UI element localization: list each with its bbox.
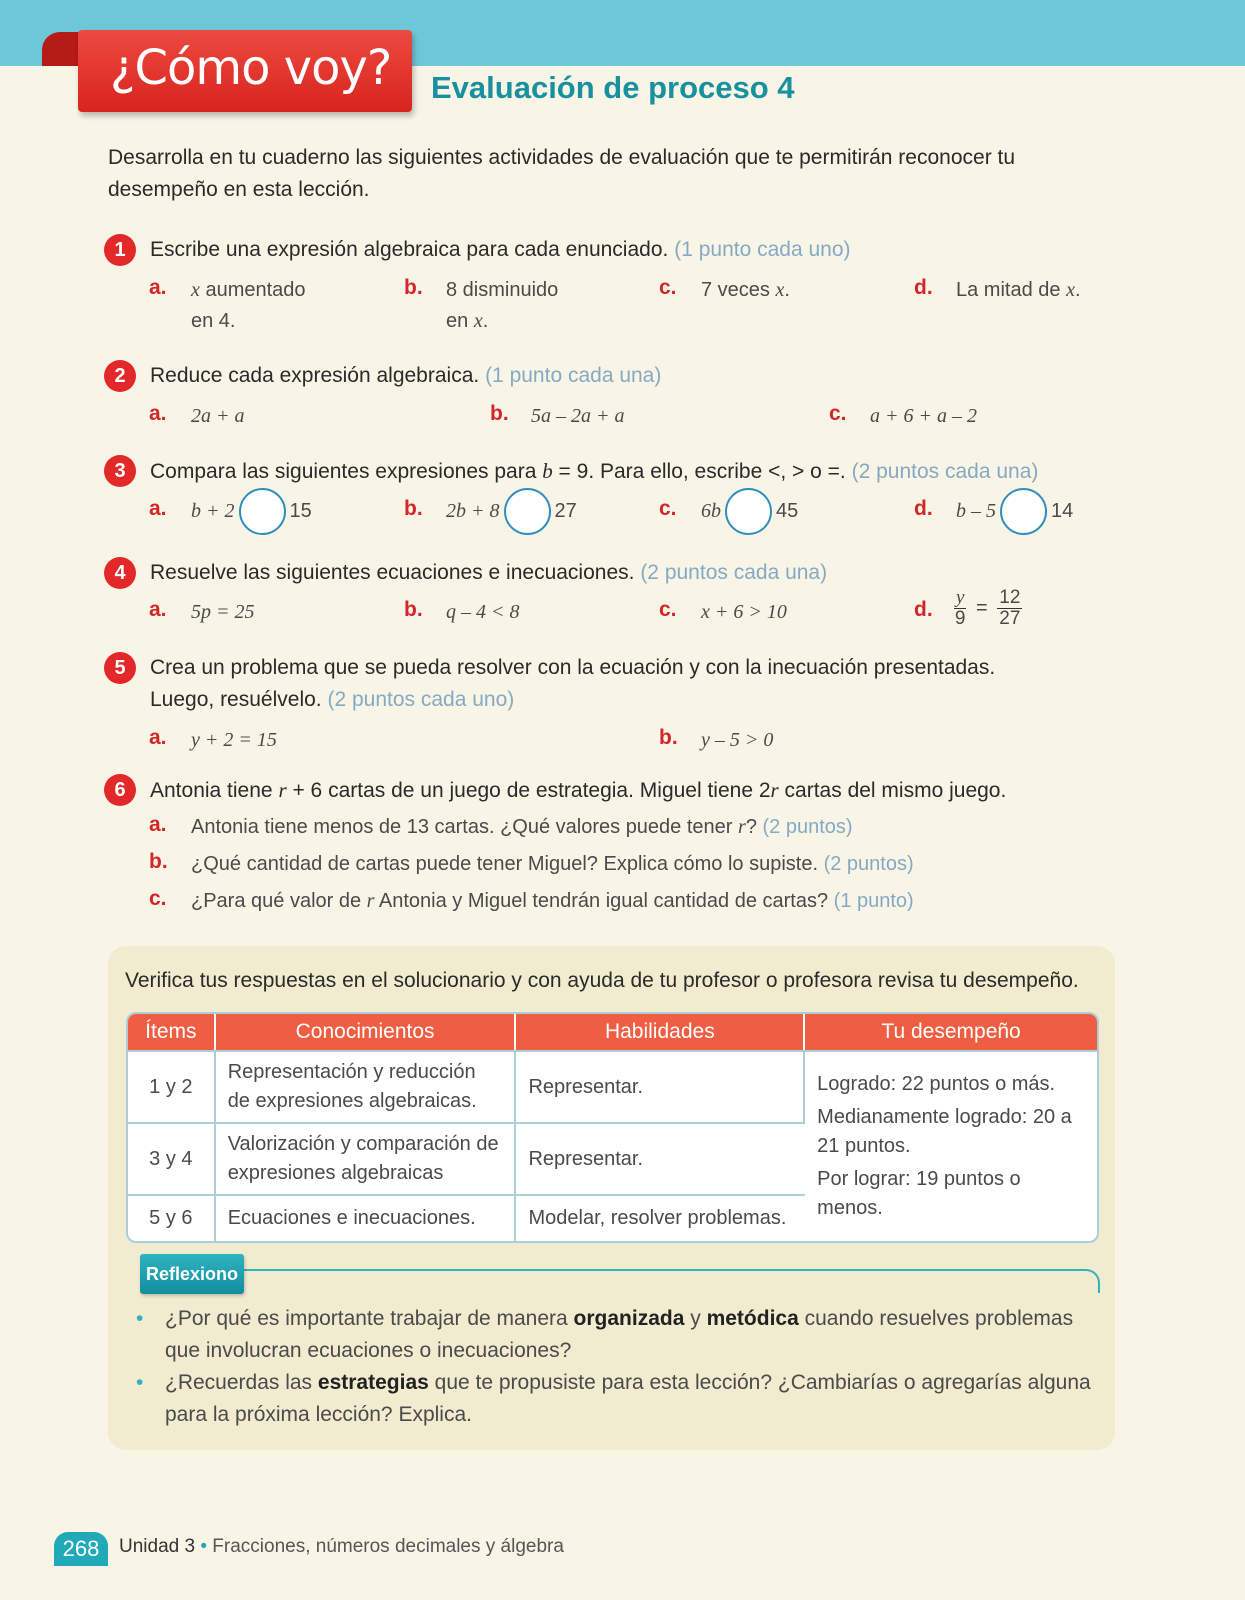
banner-title: ¿Cómo voy? xyxy=(110,40,392,96)
question-text: Compara las siguientes expresiones para b = 9. Para ello, escribe <, > o =. (2 puntos cada una) xyxy=(150,459,1039,483)
fraction: $\frac{12}{27}$ xyxy=(999,587,1021,629)
fraction: $\frac{y}{9}$ xyxy=(954,587,966,629)
item-label: a. xyxy=(149,726,167,749)
item-label: a. xyxy=(149,497,167,520)
footer-text: Unidad 3 • Fracciones, números decimales y álgebra xyxy=(119,1536,564,1557)
item-1c: 7 veces x. xyxy=(701,279,790,301)
item-label: c. xyxy=(659,497,677,520)
item-4a: 5p = 25 xyxy=(191,601,255,623)
question-2 xyxy=(104,360,661,392)
item-3c: 6b 45 xyxy=(701,488,798,535)
cell-knowledge: Ecuaciones e inecuaciones. xyxy=(216,1194,517,1241)
performance-table xyxy=(126,1012,1099,1243)
answer-circle[interactable] xyxy=(725,488,772,535)
item-label: a. xyxy=(149,402,167,425)
item-1a: x aumentado en 4. xyxy=(191,279,306,332)
item-label: d. xyxy=(914,598,933,621)
item-6c: ¿Para qué valor de r Antonia y Miguel tendrán igual cantidad de cartas? (1 punto) xyxy=(191,890,914,912)
cell-skill: Representar. xyxy=(516,1122,805,1194)
item-4b: q – 4 < 8 xyxy=(446,601,520,623)
question-number: 3 xyxy=(104,455,136,487)
points: (1 punto cada uno) xyxy=(674,238,851,261)
item-1b: 8 disminuido en x. xyxy=(446,279,559,332)
list-item: • ¿Recuerdas las estrategias que te propusiste para esta lección? ¿Cambiarías o agregarías alguna para la próxima lección? Explica. xyxy=(136,1367,1096,1431)
question-text: Resuelve las siguientes ecuaciones e inecuaciones. (2 puntos cada una) xyxy=(150,561,828,584)
page-number: 268 xyxy=(54,1532,108,1566)
item-3d: b – 5 14 xyxy=(956,488,1073,535)
cell-knowledge: Representación y reducción de expresiones algebraicas. xyxy=(216,1050,517,1122)
item-label: c. xyxy=(659,598,677,621)
reflection-divider xyxy=(244,1269,1100,1293)
answer-circle[interactable] xyxy=(239,488,286,535)
question-number: 1 xyxy=(104,234,136,266)
answer-circle[interactable] xyxy=(504,488,551,535)
item-5b: y – 5 > 0 xyxy=(701,729,774,751)
cell-items: 1 y 2 xyxy=(128,1050,216,1122)
item-5a: y + 2 = 15 xyxy=(191,729,277,751)
cell-items: 5 y 6 xyxy=(128,1194,216,1241)
reflection-tab: Reflexiono xyxy=(140,1254,244,1294)
item-label: a. xyxy=(149,276,167,299)
question-text: Antonia tiene r + 6 cartas de un juego de estrategia. Miguel tiene 2r cartas del mismo juego. xyxy=(150,778,1007,802)
item-label: a. xyxy=(149,813,167,836)
header-skills: Habilidades xyxy=(516,1014,805,1050)
item-label: b. xyxy=(404,276,423,299)
item-6a: Antonia tiene menos de 13 cartas. ¿Qué valores puede tener r? (2 puntos) xyxy=(191,816,853,838)
item-label: d. xyxy=(914,497,933,520)
cell-performance: Logrado: 22 puntos o más. Medianamente logrado: 20 a 21 puntos. Por lograr: 19 puntos o menos. xyxy=(805,1050,1097,1241)
answer-circle[interactable] xyxy=(1000,488,1047,535)
item-2c: a + 6 + a – 2 xyxy=(870,405,977,427)
points: (2 puntos cada uno) xyxy=(327,688,515,711)
item-2a: 2a + a xyxy=(191,405,245,427)
question-4 xyxy=(104,557,827,589)
question-5 xyxy=(104,652,995,716)
item-4d: $\frac{y}{9}$ = $\frac{12}{27}$ xyxy=(954,587,1021,629)
verification-text: Verifica tus respuestas en el solucionario y con ayuda de tu profesor o profesora revisa tu desempeño. xyxy=(125,969,1079,992)
cell-knowledge: Valorización y comparación de expresiones algebraicas xyxy=(216,1122,517,1194)
question-number: 5 xyxy=(104,652,136,684)
item-label: b. xyxy=(149,850,168,873)
table-row xyxy=(128,1050,1097,1122)
question-text: Crea un problema que se pueda resolver con la ecuación y con la inecuación presentadas. Luego, resuélvelo. (2 puntos cada uno) xyxy=(150,656,996,711)
header-knowledge: Conocimientos xyxy=(216,1014,517,1050)
question-1 xyxy=(104,234,851,266)
banner-fold xyxy=(42,32,80,66)
item-2b: 5a – 2a + a xyxy=(531,405,625,427)
points: (2 puntos cada una) xyxy=(851,460,1039,483)
item-1d: La mitad de x. xyxy=(956,279,1081,301)
reflection-list xyxy=(136,1303,1096,1431)
item-label: c. xyxy=(149,887,167,910)
item-label: b. xyxy=(490,402,509,425)
intro-text: Desarrolla en tu cuaderno las siguientes actividades de evaluación que te permitirán reconocer tu desempeño en esta lección. xyxy=(108,146,1016,201)
header-items: Ítems xyxy=(128,1014,216,1050)
list-item: • ¿Por qué es importante trabajar de manera organizada y metódica cuando resuelves problemas que involucran ecuaciones o inecuaciones? xyxy=(136,1303,1096,1367)
page-subtitle: Evaluación de proceso 4 xyxy=(431,70,795,105)
item-label: d. xyxy=(914,276,933,299)
question-6 xyxy=(104,774,1006,807)
question-text: Escribe una expresión algebraica para cada enunciado. (1 punto cada uno) xyxy=(150,238,851,261)
question-number: 4 xyxy=(104,557,136,589)
item-3b: 2b + 8 27 xyxy=(446,488,577,535)
item-6b: ¿Qué cantidad de cartas puede tener Miguel? Explica cómo lo supiste. (2 puntos) xyxy=(191,853,914,875)
points: (2 puntos cada una) xyxy=(640,561,828,584)
question-number: 6 xyxy=(104,774,136,806)
item-label: b. xyxy=(659,726,678,749)
item-label: c. xyxy=(829,402,847,425)
item-3a: b + 2 15 xyxy=(191,488,312,535)
cell-skill: Representar. xyxy=(516,1050,805,1122)
item-label: c. xyxy=(659,276,677,299)
item-label: b. xyxy=(404,598,423,621)
cell-items: 3 y 4 xyxy=(128,1122,216,1194)
question-text: Reduce cada expresión algebraica. (1 punto cada una) xyxy=(150,364,662,387)
item-label: b. xyxy=(404,497,423,520)
question-3 xyxy=(104,455,1038,488)
item-4c: x + 6 > 10 xyxy=(701,601,787,623)
item-label: a. xyxy=(149,598,167,621)
points: (1 punto cada una) xyxy=(485,364,662,387)
cell-skill: Modelar, resolver problemas. xyxy=(516,1194,805,1241)
question-number: 2 xyxy=(104,360,136,392)
header-performance: Tu desempeño xyxy=(805,1014,1097,1050)
